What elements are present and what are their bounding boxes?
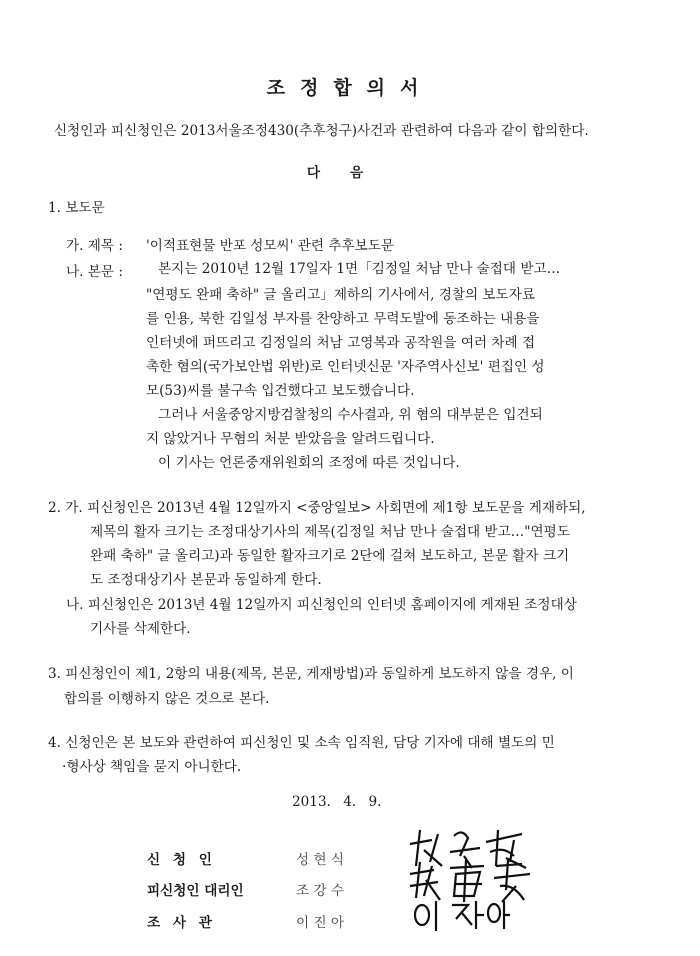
section3-line: 3. 피신청인이 제1, 2항의 내용(제목, 본문, 게재방법)과 동일하게 보도하지 않을 경우, 이 [48,666,574,682]
signature-investigator [410,895,510,935]
intro-paragraph: 신청인과 피신청인은 2013서울조정430(추후청구)사건과 관련하여 다음과 같이 합의한다. [54,123,589,139]
section2-a-line: 2. 가. 피신청인은 2013년 4월 12일까지 <중앙일보> 사회면에 제1항 보도문을 게재하되, [48,500,586,516]
body-line: 인터넷에 퍼뜨리고 김정일의 처남 고영복과 공작원을 여러 차례 접 [146,335,536,351]
body-line: 를 인용, 북한 김일성 부자를 찬양하고 무력도발에 동조하는 내용을 [146,311,540,327]
section2-a-line: 도 조정대상기사 본문과 동일하게 한다. [90,572,322,588]
body-line: 본지는 2010년 12월 17일자 1면「김정일 처남 만나 술접대 받고… [158,261,561,277]
body-line: "연평도 완패 축하" 글 올리고」제하의 기사에서, 경찰의 보도자료 [146,287,535,303]
section2-b-line: 기사를 삭제한다. [90,621,191,637]
body-line: 모(53)씨를 불구속 입건했다고 보도했습니다. [146,383,415,399]
section2-a-line: 완패 축하" 글 올리고)과 동일한 활자크기로 2단에 걸쳐 보도하고, 본문 활자 크기 [90,548,570,564]
body-line: 이 기사는 언론중재위원회의 조정에 따른 것입니다. [158,455,460,471]
title-label: 가. 제목 : [66,238,123,254]
agreement-date: 2013. 4. 9. [292,794,382,810]
signatory-role-applicant: 신 청 인 [147,852,216,868]
section4-line: ·형사상 책임을 묻지 아니한다. [62,759,242,775]
body-label: 나. 본문 : [66,264,123,280]
document-title: 조정합의서 [266,77,434,99]
signatory-name-investigator: 이 진 아 [296,915,345,931]
signatory-role-investigator: 조 사 관 [147,915,216,931]
body-line: 지 않았거나 무혐의 처분 받았음을 알려드립니다. [146,431,435,447]
section4-line: 4. 신청인은 본 보도와 관련하여 피신청인 및 소속 임직원, 담당 기자에 대해 별도의 민 [48,735,555,751]
signatory-role-respondent-agent: 피신청인 대리인 [147,883,244,899]
dagum-heading: 다음 [306,165,394,181]
body-line: 촉한 혐의(국가보안법 위반)로 인터넷신문 '자주역사신보' 편집인 성 [146,359,545,375]
section3-line: 합의를 이행하지 않은 것으로 본다. [64,691,270,707]
section1-heading: 1. 보도문 [48,200,105,216]
body-line: 그러나 서울중앙지방검찰청의 수사결과, 위 혐의 대부분은 입건되 [158,407,543,423]
signatory-name-respondent-agent: 조 강 수 [296,883,345,899]
signatory-name-applicant: 성 현 식 [296,852,345,868]
section2-a-line: 제목의 활자 크기는 조정대상기사의 제목(김정일 처남 만나 술접대 받고…"연평도 [90,524,570,540]
title-text: '이적표현물 반포 성모씨' 관련 추후보도문 [146,238,394,254]
section2-b-line: 나. 피신청인은 2013년 4월 12일까지 피신청인의 인터넷 홈페이지에 게재된 조정대상 [66,597,577,613]
